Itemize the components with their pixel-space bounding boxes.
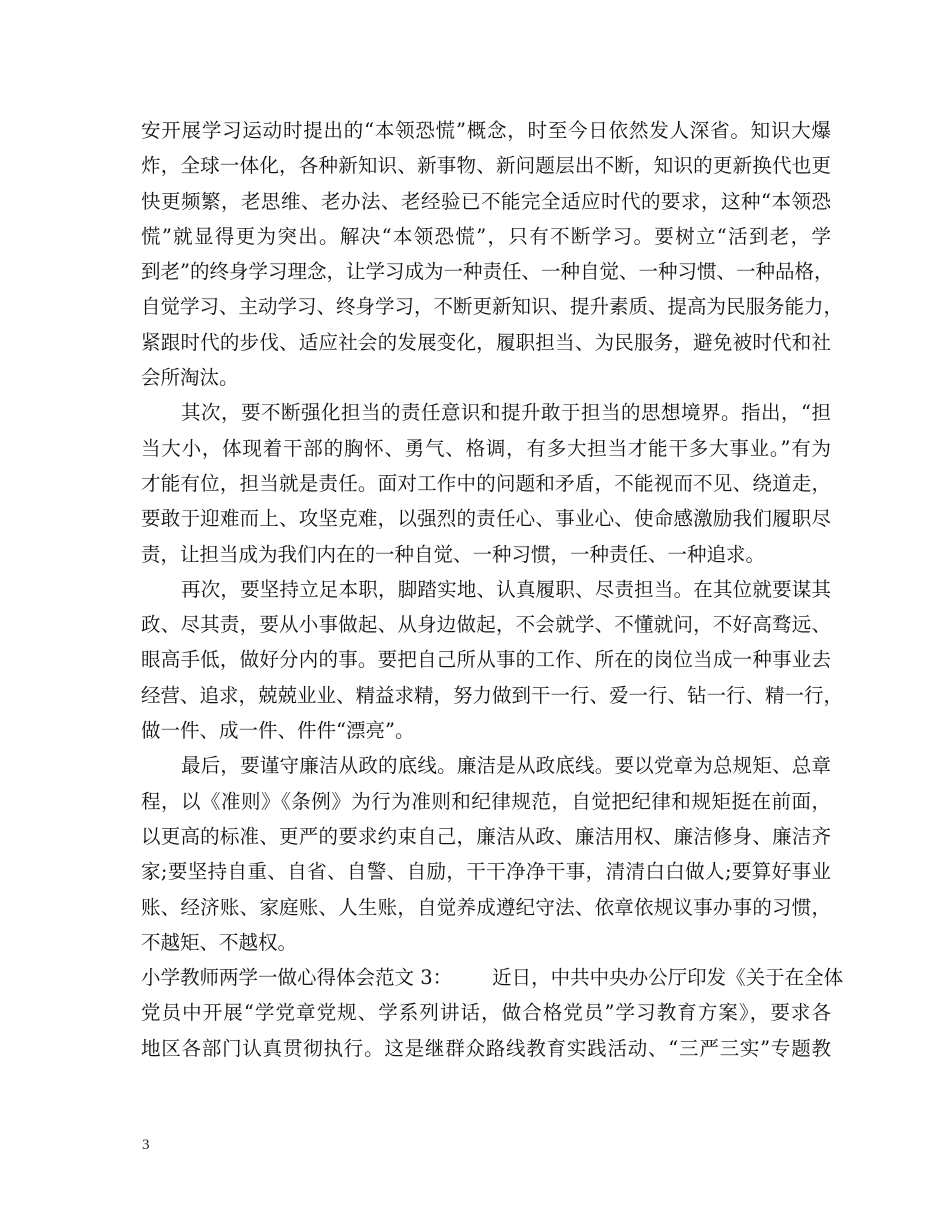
text-line: 慌”就显得更为突出。解决“本领恐慌”，只有不断学习。要树立“活到老，学 (141, 224, 831, 248)
section-title: 小学教师两学一做心得体会范文 3： (141, 966, 453, 990)
page-number: 3 (142, 1137, 150, 1153)
text-line: 会所淘汰。 (141, 366, 239, 390)
text-line: 经营、追求，兢兢业业、精益求精，努力做到干一行、爱一行、钻一行、精一行， (141, 683, 844, 707)
text-line: 地区各部门认真贯彻执行。这是继群众路线教育实践活动、“三严三实”专题教 (141, 1036, 831, 1060)
section-sample-essay-3 (141, 960, 844, 1066)
text-line: 眼高手低，做好分内的事。要把自己所从事的工作、所在的岗位当成一种事业去 (141, 648, 831, 672)
paragraph-duty (141, 572, 844, 748)
text-line: 才能有位，担当就是责任。面对工作中的问题和矛盾，不能视而不见、绕道走， (141, 471, 831, 495)
text-line: 家;要坚持自重、自省、自警、自励，干干净净干事，清清白白做人;要算好事业 (141, 860, 831, 884)
text-line: 炸，全球一体化，各种新知识、新事物、新问题层出不断，知识的更新换代也更 (141, 154, 831, 178)
text-line: 账、经济账、家庭账、人生账，自觉养成遵纪守法、依章依规议事办事的习惯， (141, 895, 831, 919)
text-line: 安开展学习运动时提出的“本领恐慌”概念，时至今日依然发人深省。知识大爆 (141, 119, 831, 142)
paragraph-knowledge-panic (141, 113, 844, 395)
text-line: 做一件、成一件、件件“漂亮”。 (141, 719, 415, 743)
text-line: 党员中开展“学党章党规、学系列讲话，做合格党员”学习教育方案》，要求各 (141, 1001, 831, 1025)
text-line: 其次，要不断强化担当的责任意识和提升敢于担当的思想境界。指出，“担 (181, 401, 831, 425)
text-line: 要敢于迎难而上、攻坚克难，以强烈的责任心、事业心、使命感激励我们履职尽 (141, 507, 831, 531)
document-body (141, 113, 844, 1066)
text-line: 以更高的标准、更严的要求约束自己，廉洁从政、廉洁用权、廉洁修身、廉洁齐 (141, 824, 831, 848)
text-line: 到老”的终身学习理念，让学习成为一种责任、一种自觉、一种习惯、一种品格， (141, 260, 834, 284)
text-line: 责，让担当成为我们内在的一种自觉、一种习惯，一种责任、一种追求。 (141, 542, 766, 566)
paragraph-integrity (141, 748, 831, 960)
text-line: 紧跟时代的步伐、适应社会的发展变化，履职担当、为民服务，避免被时代和社 (141, 330, 831, 354)
text-line: 自觉学习、主动学习、终身学习，不断更新知识、提升素质、提高为民服务能力， (141, 295, 844, 319)
text-line: 最后，要谨守廉洁从政的底线。廉洁是从政底线。要以党章为总规矩、总章 (181, 754, 831, 778)
text-line: 程，以《准则》《条例》为行为准则和纪律规范，自觉把纪律和规矩挺在前面， (141, 789, 831, 813)
text-line: 再次，要坚持立足本职，脚踏实地、认真履职、尽责担当。在其位就要谋其 (181, 577, 831, 601)
paragraph-responsibility (141, 395, 831, 571)
text-line: 政、尽其责，要从小事做起、从身边做起，不会就学、不懂就问，不好高骛远、 (141, 613, 831, 637)
text-line: 不越矩、不越权。 (141, 930, 298, 954)
section-heading-line (141, 960, 844, 995)
text-line: 近日，中共中央办公厅印发《关于在全体 (492, 966, 844, 990)
text-line: 快更频繁，老思维、老办法、老经验已不能完全适应时代的要求，这种“本领恐 (141, 189, 831, 213)
text-line: 当大小，体现着干部的胸怀、勇气、格调，有多大担当才能干多大事业。”有为 (141, 436, 831, 460)
